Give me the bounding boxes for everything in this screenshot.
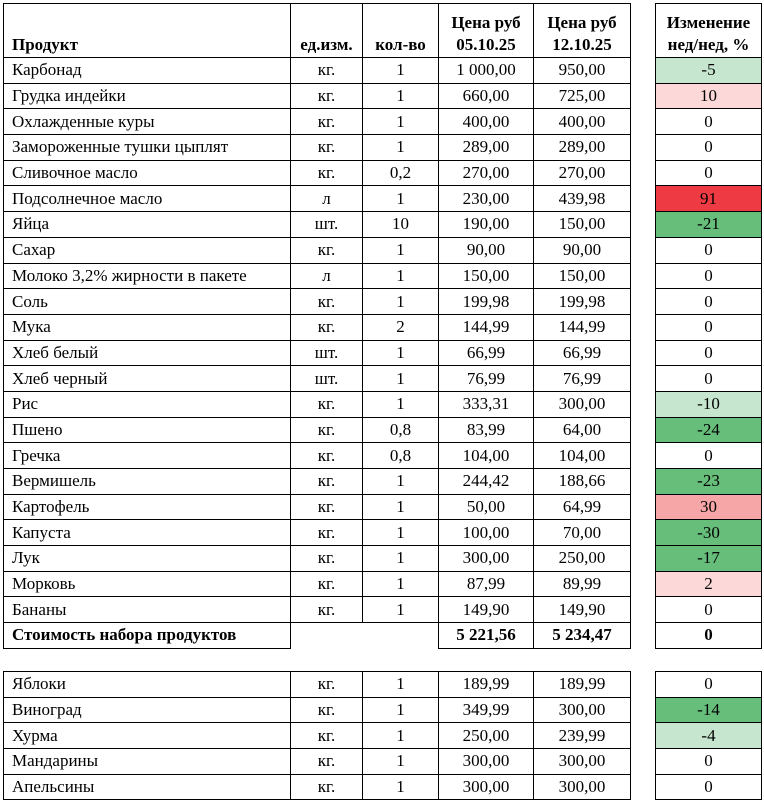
change-percent: -21 — [656, 212, 762, 238]
product-name: Карбонад — [4, 58, 291, 84]
table-row-change — [656, 443, 762, 469]
table-row-change — [656, 135, 762, 161]
change-percent: -17 — [656, 546, 762, 572]
product-name: Сахар — [4, 237, 291, 263]
quantity: 1 — [363, 774, 439, 800]
quantity: 1 — [363, 723, 439, 749]
unit: кг. — [291, 417, 363, 443]
unit: кг. — [291, 494, 363, 520]
unit: кг. — [291, 520, 363, 546]
total-price-2: 5 234,47 — [534, 623, 631, 649]
unit: кг. — [291, 58, 363, 84]
product-name: Хлеб черный — [4, 366, 291, 392]
price-1: 50,00 — [439, 494, 534, 520]
price-2: 189,99 — [534, 672, 631, 698]
change-percent: 0 — [656, 237, 762, 263]
price-2: 199,98 — [534, 289, 631, 315]
header-price-1 — [439, 4, 534, 58]
unit: кг. — [291, 160, 363, 186]
product-name: Подсолнечное масло — [4, 186, 291, 212]
unit: кг. — [291, 443, 363, 469]
table-row-change — [656, 417, 762, 443]
unit: кг. — [291, 697, 363, 723]
quantity: 0,8 — [363, 443, 439, 469]
price-2: 76,99 — [534, 366, 631, 392]
table-row — [4, 160, 631, 186]
product-name: Молоко 3,2% жирности в пакете — [4, 263, 291, 289]
fruit-change-table-body — [656, 672, 762, 800]
product-name: Гречка — [4, 443, 291, 469]
price-2: 950,00 — [534, 58, 631, 84]
total-change-row — [656, 623, 762, 649]
price-1: 300,00 — [439, 749, 534, 775]
product-name: Картофель — [4, 494, 291, 520]
table-row — [4, 135, 631, 161]
price-table-body — [4, 58, 631, 623]
table-row-change — [656, 366, 762, 392]
product-name: Виноград — [4, 697, 291, 723]
fruit-row — [4, 723, 631, 749]
quantity: 1 — [363, 83, 439, 109]
change-percent: 0 — [656, 749, 762, 775]
price-2: 70,00 — [534, 520, 631, 546]
table-row — [4, 391, 631, 417]
product-name: Сливочное масло — [4, 160, 291, 186]
quantity: 10 — [363, 212, 439, 238]
unit: кг. — [291, 237, 363, 263]
table-row-change — [656, 597, 762, 623]
change-percent: 0 — [656, 263, 762, 289]
quantity: 1 — [363, 520, 439, 546]
price-2: 289,00 — [534, 135, 631, 161]
change-percent: 91 — [656, 186, 762, 212]
quantity: 1 — [363, 571, 439, 597]
quantity: 1 — [363, 391, 439, 417]
quantity: 1 — [363, 494, 439, 520]
unit: шт. — [291, 366, 363, 392]
product-name: Яблоки — [4, 672, 291, 698]
price-1: 150,00 — [439, 263, 534, 289]
price-1: 90,00 — [439, 237, 534, 263]
quantity: 2 — [363, 314, 439, 340]
table-row — [4, 546, 631, 572]
total-label: Стоимость набора продуктов — [4, 623, 291, 649]
change-percent: -10 — [656, 391, 762, 417]
quantity: 1 — [363, 58, 439, 84]
change-percent: -23 — [656, 469, 762, 495]
unit: кг. — [291, 597, 363, 623]
total-change: 0 — [656, 623, 762, 649]
fruit-table-body — [4, 672, 631, 800]
price-2: 439,98 — [534, 186, 631, 212]
quantity: 1 — [363, 546, 439, 572]
table-row — [4, 417, 631, 443]
price-1: 149,90 — [439, 597, 534, 623]
price-1: 400,00 — [439, 109, 534, 135]
unit: кг. — [291, 571, 363, 597]
quantity: 1 — [363, 109, 439, 135]
price-2: 300,00 — [534, 749, 631, 775]
unit: л — [291, 263, 363, 289]
product-name: Грудка индейки — [4, 83, 291, 109]
price-1: 300,00 — [439, 774, 534, 800]
price-2: 300,00 — [534, 697, 631, 723]
unit: кг. — [291, 546, 363, 572]
quantity: 1 — [363, 237, 439, 263]
table-row — [4, 366, 631, 392]
total-price-1: 5 221,56 — [439, 623, 534, 649]
price-1: 83,99 — [439, 417, 534, 443]
unit: шт. — [291, 340, 363, 366]
fruit-table — [3, 671, 631, 800]
table-row — [4, 571, 631, 597]
product-name: Соль — [4, 289, 291, 315]
header-row — [4, 4, 631, 58]
quantity: 1 — [363, 186, 439, 212]
unit: шт. — [291, 212, 363, 238]
table-row-change — [656, 58, 762, 84]
table-row — [4, 520, 631, 546]
change-percent: -14 — [656, 697, 762, 723]
price-1: 660,00 — [439, 83, 534, 109]
product-name: Бананы — [4, 597, 291, 623]
fruit-row-change — [656, 774, 762, 800]
header-price-2-label: Цена руб — [547, 13, 617, 32]
unit: кг. — [291, 469, 363, 495]
table-row-change — [656, 83, 762, 109]
price-2: 90,00 — [534, 237, 631, 263]
table-row — [4, 263, 631, 289]
quantity: 0,8 — [363, 417, 439, 443]
table-row-change — [656, 546, 762, 572]
change-percent: 0 — [656, 160, 762, 186]
change-percent: -24 — [656, 417, 762, 443]
table-row — [4, 289, 631, 315]
fruit-row — [4, 672, 631, 698]
price-1: 244,42 — [439, 469, 534, 495]
header-product: Продукт — [4, 4, 291, 58]
header-change — [656, 4, 762, 58]
price-1: 199,98 — [439, 289, 534, 315]
price-2: 188,66 — [534, 469, 631, 495]
price-1: 190,00 — [439, 212, 534, 238]
table-row-change — [656, 469, 762, 495]
change-percent: 0 — [656, 340, 762, 366]
unit: кг. — [291, 749, 363, 775]
change-percent: 30 — [656, 494, 762, 520]
product-name: Хлеб белый — [4, 340, 291, 366]
quantity: 1 — [363, 340, 439, 366]
unit: кг. — [291, 774, 363, 800]
header-price-1-date: 05.10.25 — [456, 35, 516, 54]
change-header-row — [656, 4, 762, 58]
quantity: 1 — [363, 135, 439, 161]
table-row — [4, 443, 631, 469]
fruit-row-change — [656, 697, 762, 723]
change-percent: -5 — [656, 58, 762, 84]
product-name: Мука — [4, 314, 291, 340]
quantity: 0,2 — [363, 160, 439, 186]
product-name: Замороженные тушки цыплят — [4, 135, 291, 161]
change-percent: 2 — [656, 571, 762, 597]
change-percent: 0 — [656, 289, 762, 315]
table-row-change — [656, 109, 762, 135]
price-2: 725,00 — [534, 83, 631, 109]
price-2: 144,99 — [534, 314, 631, 340]
table-row-change — [656, 314, 762, 340]
table-row-change — [656, 520, 762, 546]
table-row-change — [656, 340, 762, 366]
price-2: 270,00 — [534, 160, 631, 186]
table-row-change — [656, 571, 762, 597]
table-row-change — [656, 494, 762, 520]
price-table — [3, 3, 631, 649]
price-2: 64,00 — [534, 417, 631, 443]
price-1: 87,99 — [439, 571, 534, 597]
price-1: 104,00 — [439, 443, 534, 469]
total-blank — [291, 623, 439, 649]
header-price-1-label: Цена руб — [451, 13, 521, 32]
quantity: 1 — [363, 749, 439, 775]
product-name: Апельсины — [4, 774, 291, 800]
price-2: 239,99 — [534, 723, 631, 749]
price-1: 289,00 — [439, 135, 534, 161]
change-percent: 0 — [656, 597, 762, 623]
table-row — [4, 83, 631, 109]
product-name: Пшено — [4, 417, 291, 443]
change-percent: 0 — [656, 109, 762, 135]
unit: кг. — [291, 391, 363, 417]
table-row — [4, 597, 631, 623]
price-2: 150,00 — [534, 212, 631, 238]
price-1: 100,00 — [439, 520, 534, 546]
table-row — [4, 314, 631, 340]
table-row — [4, 212, 631, 238]
product-name: Вермишель — [4, 469, 291, 495]
table-row-change — [656, 212, 762, 238]
price-1: 66,99 — [439, 340, 534, 366]
change-percent: 0 — [656, 366, 762, 392]
price-2: 66,99 — [534, 340, 631, 366]
price-2: 150,00 — [534, 263, 631, 289]
table-row-change — [656, 289, 762, 315]
total-row — [4, 623, 631, 649]
price-2: 300,00 — [534, 391, 631, 417]
price-1: 144,99 — [439, 314, 534, 340]
fruit-row-change — [656, 672, 762, 698]
price-1: 76,99 — [439, 366, 534, 392]
header-change-line-2: нед/нед, % — [667, 35, 750, 54]
table-row — [4, 58, 631, 84]
table-row-change — [656, 391, 762, 417]
unit: кг. — [291, 109, 363, 135]
quantity: 1 — [363, 366, 439, 392]
table-row — [4, 237, 631, 263]
price-2: 250,00 — [534, 546, 631, 572]
change-percent: 0 — [656, 135, 762, 161]
price-2: 300,00 — [534, 774, 631, 800]
price-1: 333,31 — [439, 391, 534, 417]
table-row — [4, 340, 631, 366]
unit: кг. — [291, 83, 363, 109]
change-percent: 0 — [656, 774, 762, 800]
price-2: 149,90 — [534, 597, 631, 623]
price-1: 189,99 — [439, 672, 534, 698]
price-1: 230,00 — [439, 186, 534, 212]
fruit-row-change — [656, 749, 762, 775]
table-row — [4, 494, 631, 520]
product-name: Рис — [4, 391, 291, 417]
quantity: 1 — [363, 697, 439, 723]
price-1: 1 000,00 — [439, 58, 534, 84]
change-percent: 0 — [656, 672, 762, 698]
quantity: 1 — [363, 289, 439, 315]
price-1: 349,99 — [439, 697, 534, 723]
quantity: 1 — [363, 672, 439, 698]
change-percent: 10 — [656, 83, 762, 109]
product-name: Капуста — [4, 520, 291, 546]
unit: кг. — [291, 314, 363, 340]
table-row-change — [656, 237, 762, 263]
table-row-change — [656, 186, 762, 212]
table-row — [4, 469, 631, 495]
fruit-row — [4, 697, 631, 723]
table-row-change — [656, 160, 762, 186]
price-1: 250,00 — [439, 723, 534, 749]
change-percent: 0 — [656, 443, 762, 469]
product-name: Хурма — [4, 723, 291, 749]
price-2: 89,99 — [534, 571, 631, 597]
unit: кг. — [291, 135, 363, 161]
unit: кг. — [291, 723, 363, 749]
product-name: Морковь — [4, 571, 291, 597]
price-1: 270,00 — [439, 160, 534, 186]
header-unit: ед.изм. — [291, 4, 363, 58]
unit: л — [291, 186, 363, 212]
product-name: Лук — [4, 546, 291, 572]
price-1: 300,00 — [439, 546, 534, 572]
change-table-body — [656, 58, 762, 623]
fruit-row — [4, 774, 631, 800]
fruit-row — [4, 749, 631, 775]
price-2: 400,00 — [534, 109, 631, 135]
price-2: 104,00 — [534, 443, 631, 469]
fruit-change-table — [655, 671, 762, 800]
unit: кг. — [291, 289, 363, 315]
header-change-line-1: Изменение — [666, 13, 751, 32]
price-2: 64,99 — [534, 494, 631, 520]
unit: кг. — [291, 672, 363, 698]
change-percent: 0 — [656, 314, 762, 340]
change-percent: -30 — [656, 520, 762, 546]
header-qty: кол-во — [363, 4, 439, 58]
fruit-row-change — [656, 723, 762, 749]
quantity: 1 — [363, 263, 439, 289]
table-row-change — [656, 263, 762, 289]
change-table — [655, 3, 762, 649]
change-percent: -4 — [656, 723, 762, 749]
header-price-2 — [534, 4, 631, 58]
table-row — [4, 109, 631, 135]
table-row — [4, 186, 631, 212]
product-name: Мандарины — [4, 749, 291, 775]
product-name: Яйца — [4, 212, 291, 238]
header-price-2-date: 12.10.25 — [552, 35, 612, 54]
quantity: 1 — [363, 597, 439, 623]
quantity: 1 — [363, 469, 439, 495]
product-name: Охлажденные куры — [4, 109, 291, 135]
